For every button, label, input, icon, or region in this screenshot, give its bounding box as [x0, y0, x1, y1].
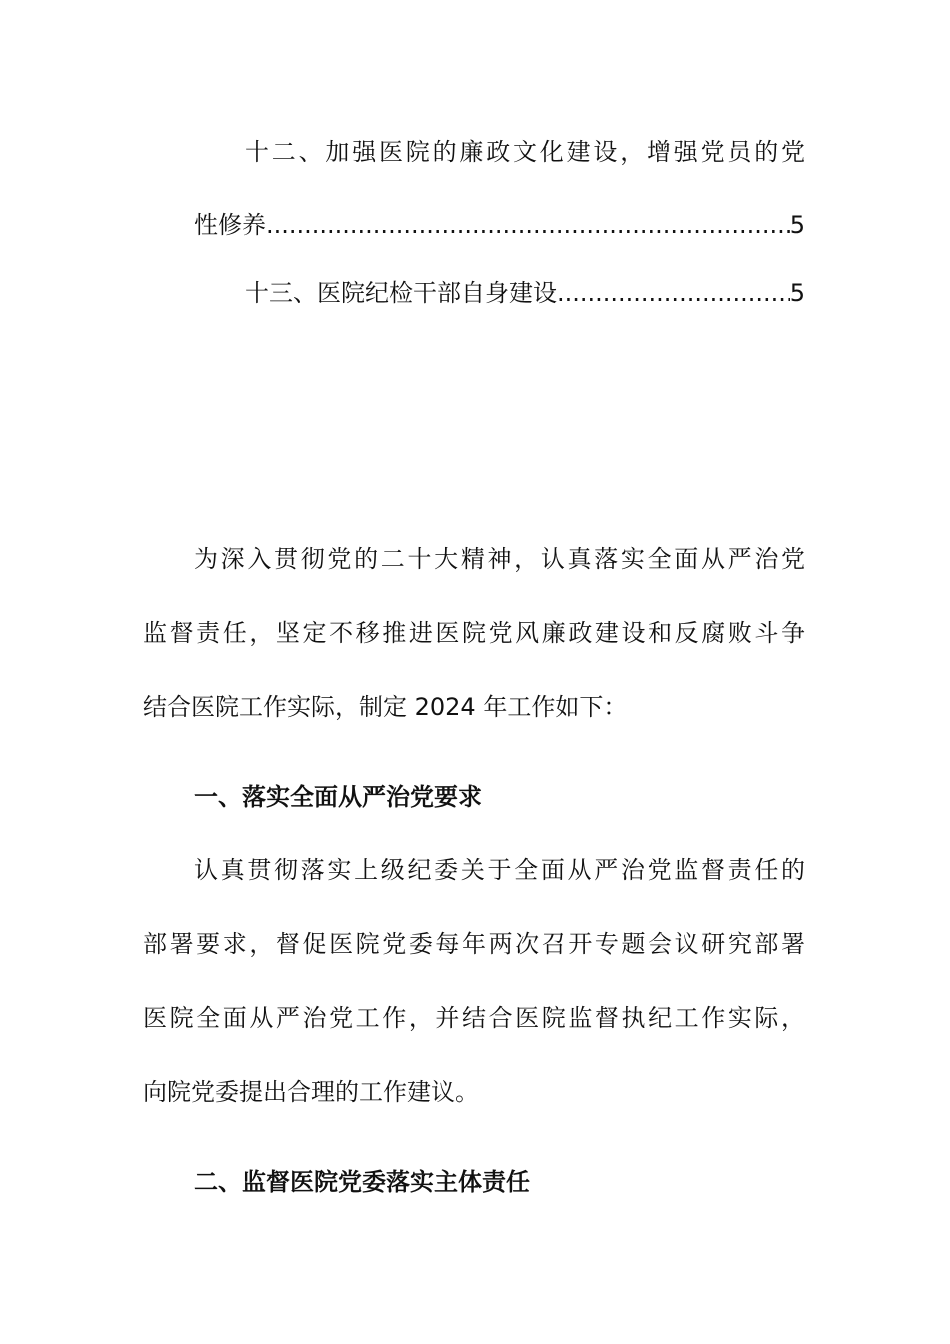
section-1-heading: 一、落实全面从严治党要求	[194, 783, 482, 811]
toc-item-12-line2[interactable]	[194, 209, 805, 241]
toc-item-12-text: 性修养	[194, 211, 266, 239]
section-2-heading: 二、监督医院党委落实主体责任	[194, 1168, 530, 1196]
toc-item-13-text: 十三、医院纪检干部自身建设	[245, 279, 557, 307]
intro-line-1: 为深入贯彻党的二十大精神，认真落实全面从严治党	[194, 545, 805, 573]
toc-item-12-page: 5	[789, 211, 805, 239]
toc-item-13-page: 5	[789, 279, 805, 307]
intro-line-3: 结合医院工作实际，制定 2024 年工作如下：	[143, 693, 628, 721]
section-1-line-1: 认真贯彻落实上级纪委关于全面从严治党监督责任的	[194, 856, 805, 884]
section-1-line-2: 部署要求，督促医院党委每年两次召开专题会议研究部署	[143, 930, 805, 958]
section-1-line-3: 医院全面从严治党工作，并结合医院监督执纪工作实际，	[143, 1004, 805, 1032]
toc-item-13[interactable]	[245, 277, 805, 309]
toc-item-12-line1[interactable]: 十二、加强医院的廉政文化建设，增强党员的党	[245, 138, 805, 166]
intro-line-2: 监督责任，坚定不移推进医院党风廉政建设和反腐败斗争	[143, 619, 805, 647]
toc-leader-dots	[557, 277, 790, 309]
section-1-line-4: 向院党委提出合理的工作建议。	[143, 1078, 479, 1106]
toc-leader-dots	[266, 209, 790, 241]
